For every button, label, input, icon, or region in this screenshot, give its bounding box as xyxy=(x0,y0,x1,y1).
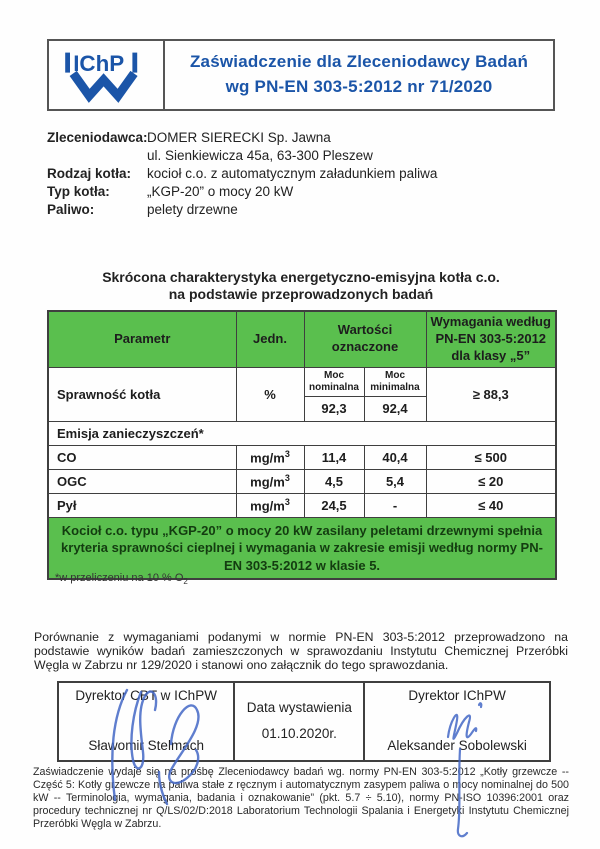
info-value: „KGP-20” o mocy 20 kW xyxy=(147,184,294,199)
info-label: Typ kotła: xyxy=(47,184,110,199)
section-title-line1: Skrócona charakterystyka energetyczno-emisyjna kotła c.o. xyxy=(102,269,500,285)
table-row-co xyxy=(48,445,556,469)
info-row-rodzaj-kotla xyxy=(47,165,559,183)
efficiency-unit: % xyxy=(236,367,304,421)
efficiency-nominal-value: 92,3 xyxy=(304,396,364,421)
section-title xyxy=(47,269,555,303)
signature-cell-right xyxy=(365,683,549,760)
col-header-jedn: Jedn. xyxy=(236,311,304,367)
certificate-title-line1: Zaświadczenie dla Zleceniodawcy Badań xyxy=(189,52,529,72)
value-nominal: 24,5 xyxy=(304,493,364,517)
value-minimal: - xyxy=(364,493,426,517)
table-footnote xyxy=(55,572,188,586)
info-row-zleceniodawca xyxy=(47,129,559,147)
table-header-row xyxy=(48,311,556,367)
value-requirement: ≤ 500 xyxy=(426,445,556,469)
param-unit xyxy=(236,469,304,493)
emission-section-label: Emisja zanieczyszczeń* xyxy=(48,421,556,445)
col-header-wartosci-line2: oznaczone xyxy=(331,339,399,355)
table-row-ogc xyxy=(48,469,556,493)
value-nominal: 11,4 xyxy=(304,445,364,469)
info-row-address xyxy=(47,147,559,165)
signature-title-left: Dyrektor CBT w IChPW xyxy=(75,688,217,703)
col-header-wartosci xyxy=(304,311,426,367)
footnote-sub: 2 xyxy=(183,577,188,587)
signature-cell-date xyxy=(235,683,365,760)
emission-section-row xyxy=(48,421,556,445)
col-header-wymagania xyxy=(426,311,556,367)
value-requirement: ≤ 40 xyxy=(426,493,556,517)
unit-base: mg/m xyxy=(250,498,285,514)
efficiency-subheader-row xyxy=(48,367,556,396)
info-label xyxy=(47,147,147,165)
footer-note: Zaświadczenie wydaje się na prośbę Zleceniodawcy badań wg. normy PN-EN 303-5:2012 „Kotły grzewcze -- Część 5: Kotły grzewcze na paliwa stałe z ręcznym i automatycznym zasypem paliwa o mocy nominalnej do 500 kW -- Terminologia, wymagania, badania i oznakowanie” (pkt. 5.7 ÷ 5.10), normy PN-ISO 10396:2001 oraz procedury technicznej nr Q/LS/02/D:2018 Laboratorium Technologii Spalania i Energetyki Instytutu Chemicznej Przeróbki Węgla w Zabrzu. xyxy=(33,766,569,830)
info-label: Rodzaj kotła: xyxy=(47,166,132,181)
value-nominal: 4,5 xyxy=(304,469,364,493)
certificate-title-line2: wg PN-EN 303-5:2012 nr 71/2020 xyxy=(225,77,493,96)
unit-base: mg/m xyxy=(250,474,285,490)
table-row-pyl xyxy=(48,493,556,517)
unit-base: mg/m xyxy=(250,450,285,466)
col-header-parametr: Parametr xyxy=(48,311,236,367)
section-title-line2: na podstawie przeprowadzonych badań xyxy=(168,286,434,302)
date-value: 01.10.2020r. xyxy=(261,726,337,742)
efficiency-minimal-value: 92,4 xyxy=(364,396,426,421)
signature-name-left: Sławomir Stelmach xyxy=(88,738,204,753)
info-row-paliwo xyxy=(47,201,559,219)
signature-title-right: Dyrektor IChPW xyxy=(408,688,506,703)
value-minimal: 5,4 xyxy=(364,469,426,493)
info-row-typ-kotla xyxy=(47,183,559,201)
param-unit xyxy=(236,493,304,517)
param-name: Pył xyxy=(48,493,236,517)
unit-sup: 3 xyxy=(284,449,290,459)
subheader-moc-nominalna: Moc nominalna xyxy=(304,367,364,396)
info-value: pelety drzewne xyxy=(147,202,238,217)
signature-cell-left xyxy=(59,683,235,760)
header-box xyxy=(47,39,555,111)
info-label: Zleceniodawca: xyxy=(47,130,148,145)
info-value: kocioł c.o. z automatycznym załadunkiem paliwa xyxy=(147,166,438,181)
col-header-wymagania-line3: dla klasy „5” xyxy=(451,347,531,363)
svg-text:IChP: IChP xyxy=(73,51,125,76)
col-header-wymagania-line2: PN-EN 303-5:2012 xyxy=(435,330,547,346)
param-name: OGC xyxy=(48,469,236,493)
param-unit xyxy=(236,445,304,469)
signature-table xyxy=(57,681,551,762)
info-label: Paliwo: xyxy=(47,202,95,217)
col-header-wymagania-line1: Wymagania według xyxy=(430,314,551,329)
conclusion-row xyxy=(48,517,556,579)
col-header-wartosci-line1: Wartości xyxy=(337,322,393,338)
efficiency-requirement: ≥ 88,3 xyxy=(426,367,556,421)
unit-sup: 3 xyxy=(284,497,290,507)
ichpw-logo-icon xyxy=(62,46,150,104)
info-value: ul. Sienkiewicza 45a, 63-300 Pleszew xyxy=(147,148,373,163)
unit-sup: 3 xyxy=(284,473,290,483)
results-table xyxy=(47,310,557,580)
param-name: CO xyxy=(48,445,236,469)
logo-cell xyxy=(49,41,165,109)
date-label: Data wystawienia xyxy=(246,699,352,715)
signature-name-right: Aleksander Sobolewski xyxy=(387,738,527,753)
efficiency-param: Sprawność kotła xyxy=(48,367,236,421)
comparison-paragraph: Porównanie z wymaganiami podanymi w normie PN-EN 303-5:2012 przeprowadzono na podstawie wyników badań zamieszczonych w sprawozdaniu Instytutu Chemicznej Przeróbki Węgla w Zabrzu nr 129/2020 i stanowi ono załącznik do tego sprawozdania. xyxy=(34,630,568,673)
certificate-title xyxy=(165,41,553,109)
info-value: DOMER SIERECKI Sp. Jawna xyxy=(147,130,331,145)
value-requirement: ≤ 20 xyxy=(426,469,556,493)
subheader-moc-minimalna: Moc minimalna xyxy=(364,367,426,396)
footnote-text: *w przeliczeniu na 10 % O xyxy=(55,572,184,584)
client-info xyxy=(47,129,559,219)
conclusion-text: Kocioł c.o. typu „KGP-20” o mocy 20 kW zasilany peletami drzewnymi spełnia kryteria sprawności cieplnej i wymagania w zakresie emisji według normy PN-EN 303-5:2012 w klasie 5. xyxy=(48,517,556,579)
value-minimal: 40,4 xyxy=(364,445,426,469)
